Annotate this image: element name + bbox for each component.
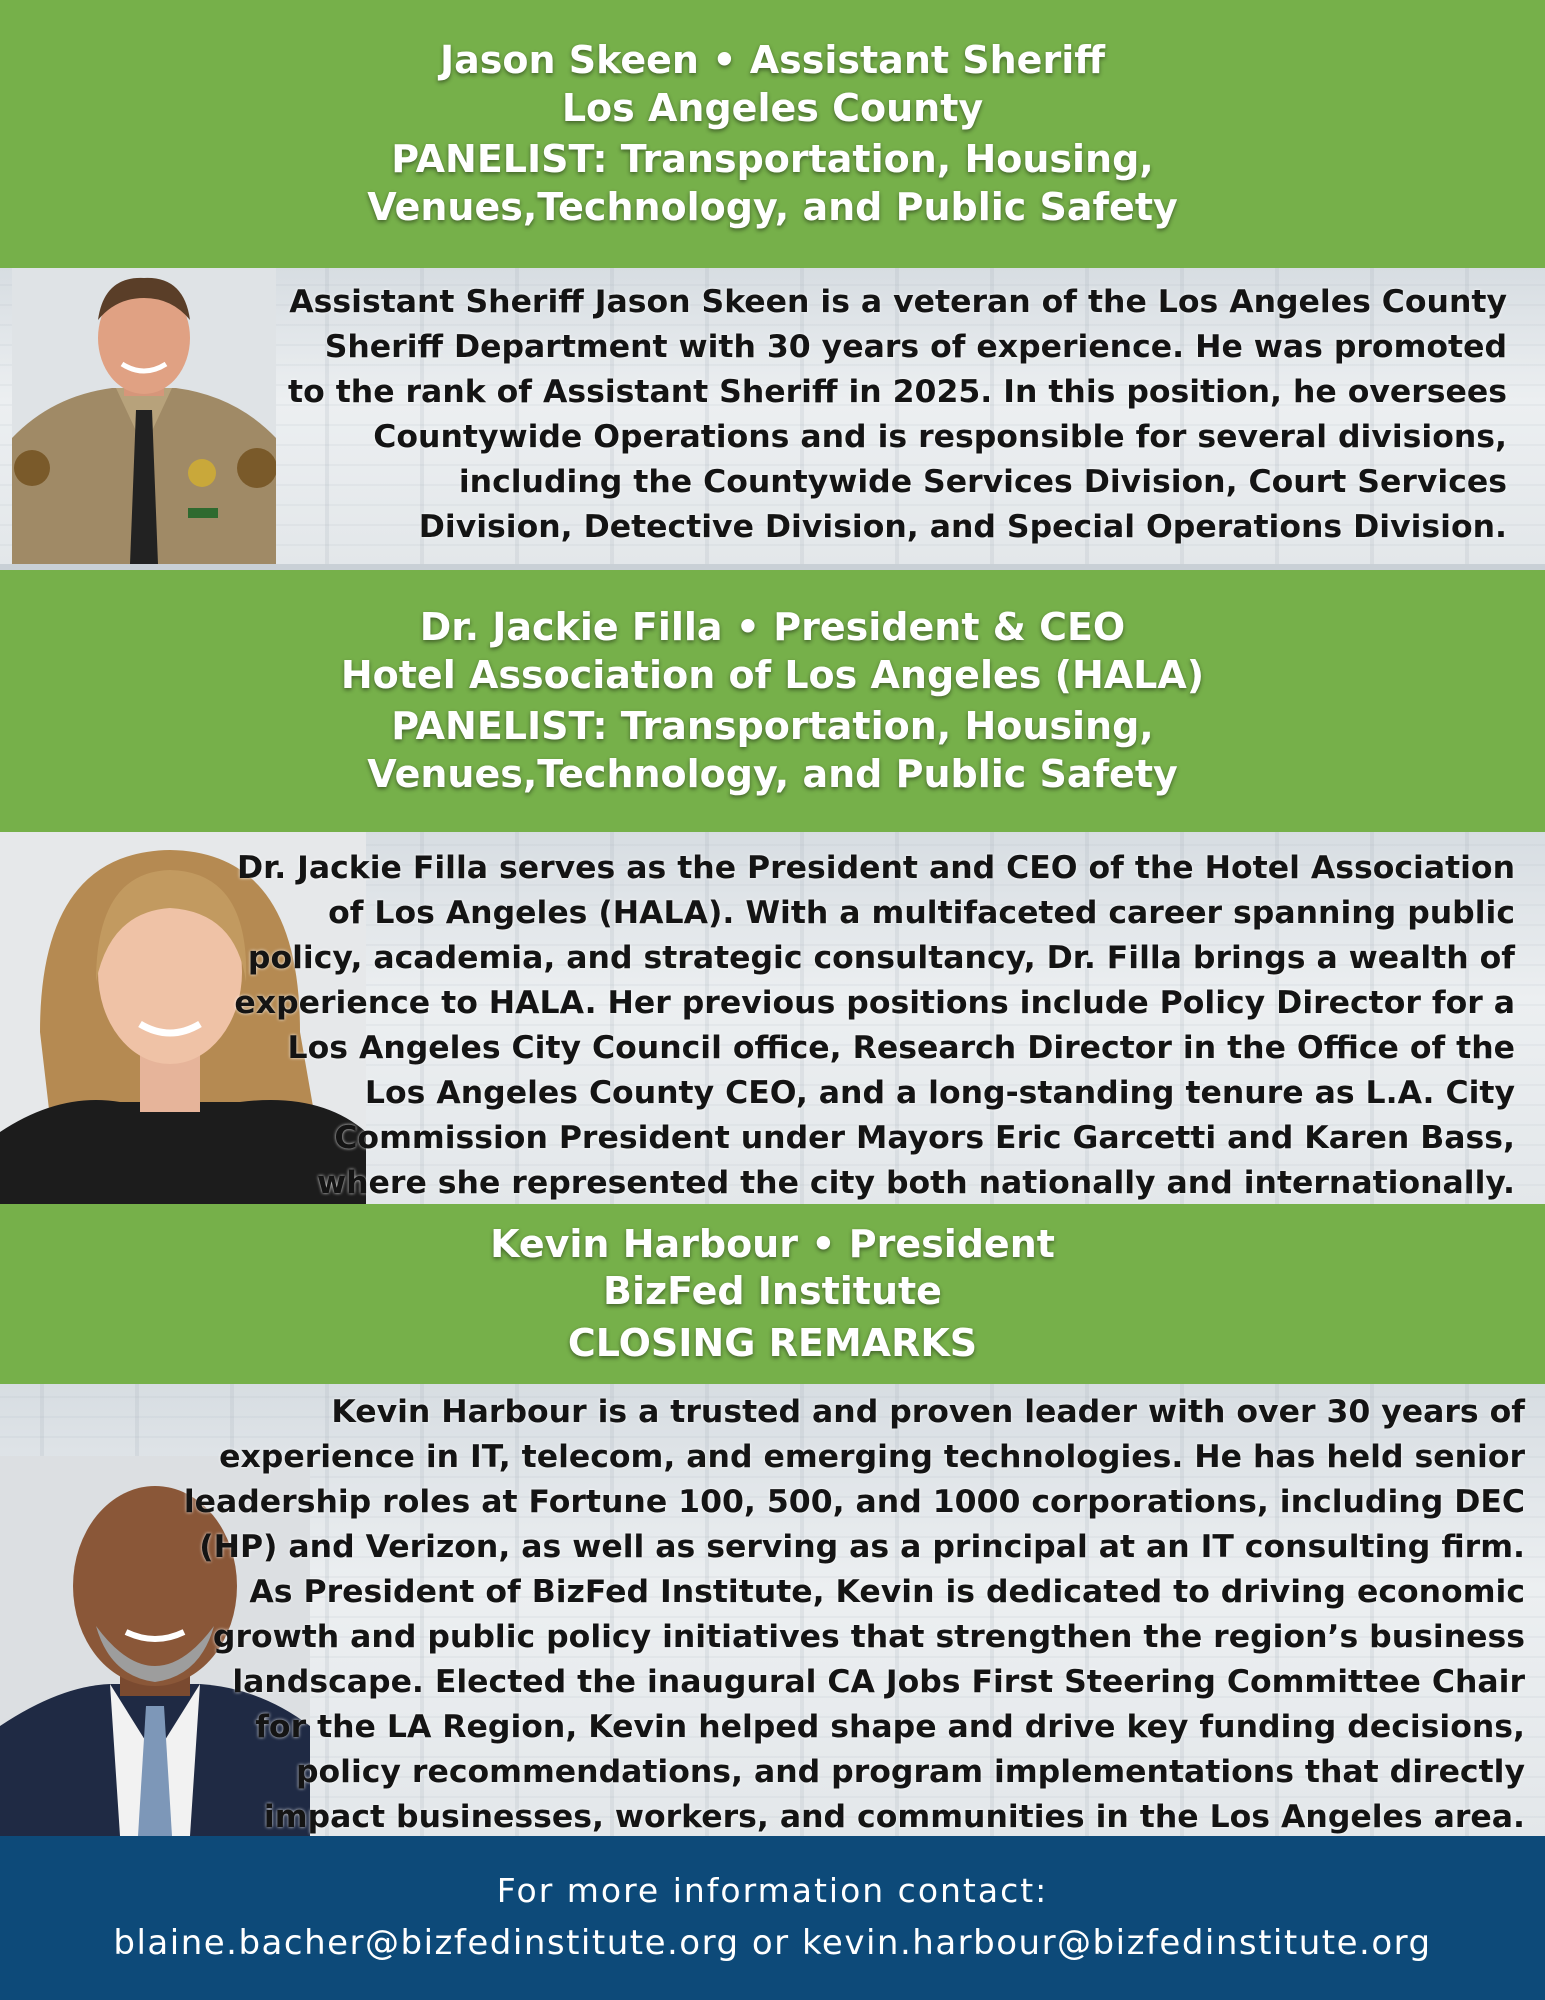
bio-line: Division, Detective Division, and Special Operations Division. [418, 509, 1507, 545]
bio-line: Los Angeles City Council office, Research Director in the Office of the [287, 1030, 1515, 1066]
speaker-1-org: Los Angeles County [561, 85, 984, 130]
bio-line: Commission President under Mayors Eric Garcetti and Karen Bass, [334, 1120, 1515, 1156]
bio-line: growth and public policy initiatives that strengthen the region’s business [212, 1619, 1525, 1655]
bio-line: Sheriff Department with 30 years of experience. He was promoted [324, 329, 1507, 365]
speaker-1-role-line-2: Venues,Technology, and Public Safety [367, 184, 1178, 229]
speaker-2-header [0, 570, 1545, 832]
speaker-2-org: Hotel Association of Los Angeles (HALA) [340, 652, 1205, 697]
speaker-1-name: Jason Skeen • Assistant Sheriff [439, 38, 1106, 82]
bio-line: including the Countywide Services Division, Court Services [458, 464, 1507, 500]
speaker-3-bio-section [0, 1384, 1545, 1836]
bio-line: to the rank of Assistant Sheriff in 2025. In this position, he oversees [288, 374, 1507, 410]
bio-line: impact businesses, workers, and communities in the Los Angeles area. [263, 1799, 1525, 1835]
speaker-3-name: Kevin Harbour • President [490, 1221, 1055, 1266]
bio-line: Los Angeles County CEO, and a long-standing tenure as L.A. City [364, 1075, 1515, 1111]
speaker-2-name: Dr. Jackie Filla • President & CEO [419, 605, 1126, 649]
speaker-2-role-line-2: Venues,Technology, and Public Safety [367, 751, 1178, 796]
bio-line: (HP) and Verizon, as well as serving as a principal at an IT consulting firm. [199, 1529, 1525, 1565]
bio-line: Dr. Jackie Filla serves as the President and CEO of the Hotel Association [237, 850, 1515, 886]
bio-line: policy, academia, and strategic consultancy, Dr. Filla brings a wealth of [247, 940, 1515, 976]
bio-line: for the LA Region, Kevin helped shape and drive key funding decisions, [255, 1709, 1525, 1745]
speaker-2-bio-section [0, 832, 1545, 1204]
speaker-3-bio [184, 1390, 1525, 1836]
speaker-3-org: BizFed Institute [603, 1269, 942, 1314]
bio-line: policy recommendations, and program implementations that directly [295, 1754, 1525, 1790]
bio-line: Countywide Operations and is responsible for several divisions, [373, 419, 1507, 455]
speaker-1-role-line-1: PANELIST: Transportation, Housing, [391, 137, 1154, 181]
speaker-1-header [0, 0, 1545, 268]
speaker-1-bio-section [0, 268, 1545, 564]
bio-line: of Los Angeles (HALA). With a multifaceted career spanning public [328, 895, 1515, 931]
speaker-2-role-line-1: PANELIST: Transportation, Housing, [391, 704, 1154, 748]
bio-line: landscape. Elected the inaugural CA Jobs First Steering Committee Chair [232, 1664, 1525, 1700]
contact-emails[interactable]: blaine.bacher@bizfedinstitute.org or kevin.harbour@bizfedinstitute.org [113, 1923, 1432, 1963]
bio-line: experience to HALA. Her previous positions include Policy Director for a [234, 985, 1515, 1021]
bio-line: Kevin Harbour is a trusted and proven leader with over 30 years of [331, 1394, 1525, 1430]
bio-line: Assistant Sheriff Jason Skeen is a veteran of the Los Angeles County [289, 284, 1507, 320]
contact-footer [0, 1836, 1545, 2000]
bio-line: leadership roles at Fortune 100, 500, and 1000 corporations, including DEC [183, 1484, 1525, 1520]
bio-line: As President of BizFed Institute, Kevin is dedicated to driving economic [249, 1574, 1525, 1610]
speaker-2-bio [234, 846, 1515, 1204]
contact-heading: For more information contact: [496, 1871, 1049, 1910]
speaker-3-header [0, 1204, 1545, 1384]
bio-line: experience in IT, telecom, and emerging technologies. He has held senior [219, 1439, 1525, 1475]
speaker-1-bio [288, 280, 1507, 550]
bio-line: where she represented the city both nationally and internationally. [317, 1165, 1515, 1201]
speaker-3-role: CLOSING REMARKS [567, 1320, 978, 1365]
speaker-1-photo [12, 268, 276, 564]
